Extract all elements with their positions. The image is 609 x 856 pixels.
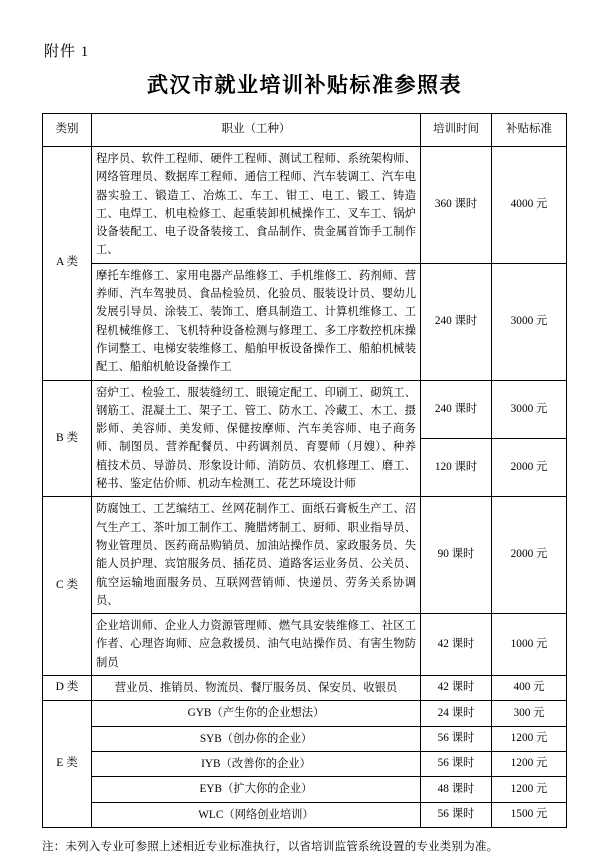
table-note: 注：未列入专业可参照上述相近专业标准执行，以省培训监管系统设置的专业类别为准。 bbox=[42, 840, 499, 853]
occupation-cell: SYB（创办你的企业） bbox=[92, 726, 421, 751]
occupation-cell: 防腐蚀工、工艺编结工、丝网花制作工、面纸石膏板生产工、沼气生产工、茶叶加工制作工、腌腊烤制工、厨师、职业指导员、物业管理员、医药商品购销员、加油站操作员、家政服务员、失能人员护理、宾馆服务员、插花员、道路客运业务员、公关员、航空运输地面服务员、互联网营销师、快递员、劳务关系协调员、 bbox=[92, 497, 421, 614]
subsidy-cell: 1000 元 bbox=[492, 614, 567, 676]
subsidy-cell: 1500 元 bbox=[492, 802, 567, 827]
subsidy-cell: 2000 元 bbox=[492, 438, 567, 496]
hours-cell: 120 课时 bbox=[421, 438, 492, 496]
occupation-cell: 摩托车维修工、家用电器产品维修工、手机维修工、药剂师、营养师、汽车驾驶员、食品检验员、化验员、服装设计员、婴幼儿发展引导员、涂装工、装饰工、磨具制造工、计算机维修工、工程机械维修工、飞机特种设备检测与修理工、多工序数控机床操作词整工、电梯安装维修工、船舶甲板设备操作工、船舶机械装配工、船舶机舱设备操作工 bbox=[92, 263, 421, 380]
column-header-category: 类别 bbox=[43, 114, 92, 147]
hours-cell: 56 课时 bbox=[421, 751, 492, 776]
table-row bbox=[43, 802, 567, 827]
table-row bbox=[43, 497, 567, 614]
occupation-cell: 企业培训师、企业人力资源管理师、燃气具安装维修工、社区工作者、心理咨询师、应急救援员、油气电站操作员、有害生物防制员 bbox=[92, 614, 421, 676]
subsidy-cell: 1200 元 bbox=[492, 777, 567, 802]
hours-cell: 42 课时 bbox=[421, 676, 492, 701]
column-header-hours: 培训时间 bbox=[421, 114, 492, 147]
hours-cell: 240 课时 bbox=[421, 380, 492, 438]
category-cell-c: C 类 bbox=[43, 497, 92, 676]
table-row bbox=[43, 147, 567, 264]
table-row bbox=[43, 726, 567, 751]
hours-cell: 24 课时 bbox=[421, 701, 492, 726]
table-header-row bbox=[43, 114, 567, 147]
column-header-occupation: 职业（工种） bbox=[92, 114, 421, 147]
category-cell-d: D 类 bbox=[43, 676, 92, 701]
page-title: 武汉市就业培训补贴标准参照表 bbox=[147, 73, 462, 97]
hours-cell: 360 课时 bbox=[421, 147, 492, 264]
occupation-cell: 窑炉工、检验工、服装缝纫工、眼镜定配工、印刷工、砌筑工、钢筋工、混凝土工、架子工、管工、防水工、冷藏工、木工、摄影师、美容师、美发师、保健按摩师、汽车美容师、电子商务师、制图员、营养配餐员、中药调剂员、育婴师（月嫂）、种养植技术员、导游员、形象设计师、消防员、农机修理工、磨工、秘书、鉴定估价师、机动车检测工、花艺环境设计师 bbox=[92, 380, 421, 497]
occupation-cell: IYB（改善你的企业） bbox=[92, 751, 421, 776]
table-body bbox=[43, 147, 567, 828]
subsidy-cell: 3000 元 bbox=[492, 380, 567, 438]
hours-cell: 42 课时 bbox=[421, 614, 492, 676]
category-cell-a: A 类 bbox=[43, 147, 92, 381]
subsidy-cell: 3000 元 bbox=[492, 263, 567, 380]
occupation-cell: 营业员、推销员、物流员、餐厅服务员、保安员、收银员 bbox=[92, 676, 421, 701]
hours-cell: 56 课时 bbox=[421, 802, 492, 827]
table-row bbox=[43, 380, 567, 438]
occupation-cell: WLC（网络创业培训） bbox=[92, 802, 421, 827]
attachment-label: 附件 1 bbox=[44, 44, 90, 60]
table-row bbox=[43, 263, 567, 380]
category-cell-e: E 类 bbox=[43, 701, 92, 827]
occupation-cell: EYB（扩大你的企业） bbox=[92, 777, 421, 802]
subsidy-standards-table bbox=[42, 113, 567, 828]
subsidy-cell: 400 元 bbox=[492, 676, 567, 701]
table-row bbox=[43, 701, 567, 726]
subsidy-cell: 1200 元 bbox=[492, 726, 567, 751]
table-row bbox=[43, 676, 567, 701]
category-cell-b: B 类 bbox=[43, 380, 92, 497]
table-row bbox=[43, 777, 567, 802]
subsidy-cell: 2000 元 bbox=[492, 497, 567, 614]
table-row bbox=[43, 614, 567, 676]
occupation-cell: 程序员、软件工程师、硬件工程师、测试工程师、系统架构师、网络管理员、数据库工程师、通信工程师、汽车装调工、汽车电器实验工、锻造工、冶炼工、车工、钳工、电工、锻工、铸造工、电焊工、机电检修工、起重装卸机械操作工、叉车工、锅炉设备装配工、电子设备装接工、食品制作、贵金属首饰手工制作工、 bbox=[92, 147, 421, 264]
occupation-cell: GYB（产生你的企业想法） bbox=[92, 701, 421, 726]
hours-cell: 90 课时 bbox=[421, 497, 492, 614]
column-header-subsidy: 补贴标准 bbox=[492, 114, 567, 147]
subsidy-cell: 300 元 bbox=[492, 701, 567, 726]
hours-cell: 56 课时 bbox=[421, 726, 492, 751]
subsidy-cell: 1200 元 bbox=[492, 751, 567, 776]
hours-cell: 48 课时 bbox=[421, 777, 492, 802]
table-header bbox=[43, 114, 567, 147]
table-row bbox=[43, 751, 567, 776]
hours-cell: 240 课时 bbox=[421, 263, 492, 380]
subsidy-cell: 4000 元 bbox=[492, 147, 567, 264]
